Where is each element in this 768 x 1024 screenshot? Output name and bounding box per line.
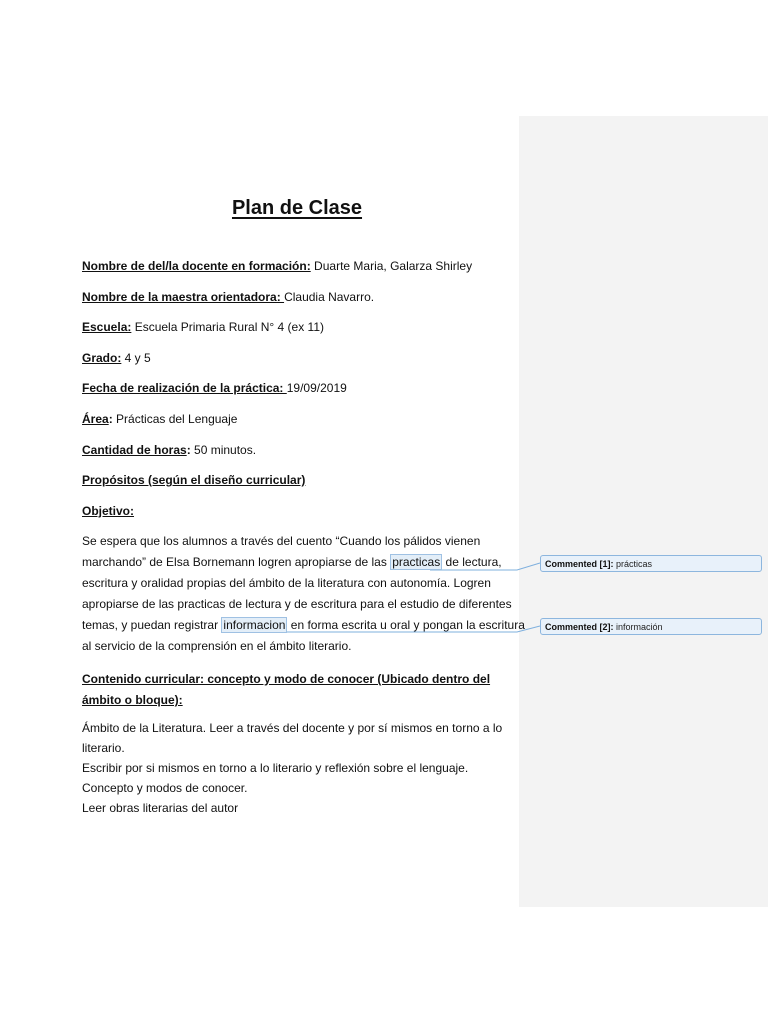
page-title: Plan de Clase	[231, 197, 363, 219]
field-grade	[82, 350, 151, 366]
field-label: Nombre de del/la docente en formación:	[82, 259, 311, 273]
field-value: Duarte Maria, Galarza Shirley	[310, 259, 473, 273]
content-heading	[82, 669, 490, 711]
field-value: Escuela Primaria Rural N° 4 (ex 11)	[131, 320, 324, 334]
comment-tag: Commented [2]:	[545, 622, 614, 632]
paragraph-line: temas, y puedan registrar informacion en forma escrita u oral y pongan la escritura	[82, 618, 525, 632]
heading-line: ámbito o bloque):	[82, 693, 183, 707]
paragraph-line: Concepto y modos de conocer.	[82, 781, 248, 795]
field-label-suffix: :	[186, 443, 191, 457]
comment-pane	[519, 116, 768, 907]
commented-text-2[interactable]: informacion	[223, 618, 286, 632]
heading-line: Contenido curricular: concepto y modo de conocer (Ubicado dentro del	[82, 672, 491, 686]
paragraph-line: apropiarse de las practicas de lectura y de escritura para el estudio de diferentes	[82, 597, 512, 611]
field-value: Prácticas del Lenguaje	[112, 412, 238, 426]
commented-text-1[interactable]: practicas	[392, 555, 441, 569]
paragraph-line: Escribir por si mismos en torno a lo literario y reflexión sobre el lenguaje.	[82, 761, 469, 775]
comment-text: información	[613, 622, 663, 632]
comment-tag: Commented [1]:	[545, 559, 614, 569]
field-label: Cantidad de horas	[82, 443, 187, 457]
paragraph-line: Leer obras literarias del autor	[82, 801, 239, 815]
field-label: Área	[82, 412, 109, 426]
comment-balloon-1[interactable]	[540, 555, 762, 572]
content-paragraph	[82, 718, 518, 818]
paragraph-line: escritura y oralidad propias del ámbito de la literatura con autonomía. Logren	[82, 576, 491, 590]
field-area	[82, 411, 237, 427]
field-hours	[82, 442, 256, 458]
field-value: Claudia Navarro.	[284, 290, 375, 304]
paragraph-line: Ámbito de la Literatura. Leer a través del docente y por sí mismos en torno a lo	[82, 721, 503, 735]
field-supervisor	[82, 289, 374, 305]
field-label: Nombre de la maestra orientadora:	[82, 290, 285, 304]
field-date	[82, 380, 347, 396]
paragraph-line: Se espera que los alumnos a través del cuento “Cuando los pálidos vienen	[82, 534, 481, 548]
field-teacher	[82, 258, 472, 274]
field-value: 50 minutos.	[190, 443, 257, 457]
comment-balloon-2[interactable]	[540, 618, 762, 635]
field-label: Escuela:	[82, 320, 132, 334]
paragraph-line: al servicio de la comprensión en el ámbito literario.	[82, 639, 352, 653]
comment-text: prácticas	[613, 559, 653, 569]
field-value: 19/09/2019	[286, 381, 347, 395]
field-label: Grado:	[82, 351, 122, 365]
objective-heading: Objetivo:	[82, 504, 135, 518]
purposes-heading: Propósitos (según el diseño curricular)	[82, 473, 306, 487]
paragraph-line: literario.	[82, 741, 125, 755]
field-label: Fecha de realización de la práctica:	[82, 381, 287, 395]
field-value: 4 y 5	[121, 351, 151, 365]
objective-paragraph	[82, 531, 525, 657]
field-school	[82, 319, 324, 335]
paragraph-line: marchando” de Elsa Bornemann logren apropiarse de las practicas de lectura,	[82, 555, 502, 569]
field-label-suffix: :	[108, 412, 113, 426]
